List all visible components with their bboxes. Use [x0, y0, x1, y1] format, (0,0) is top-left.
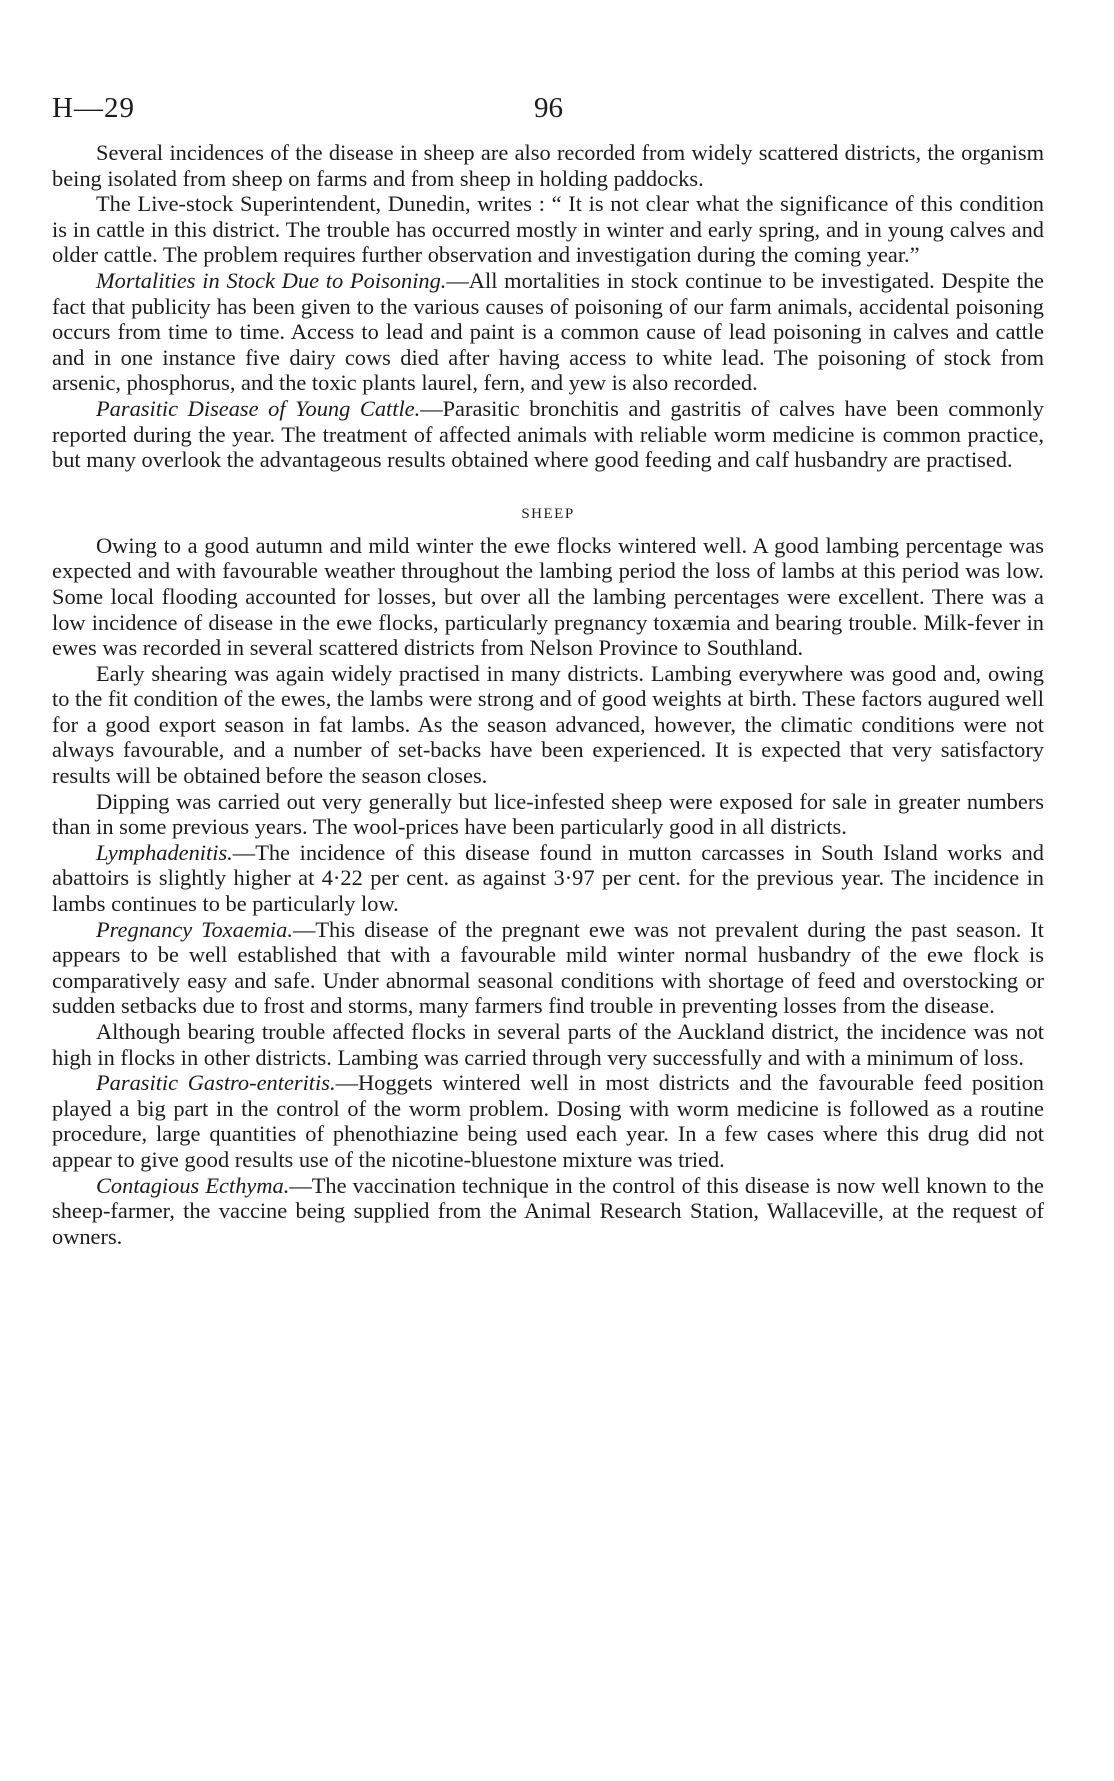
paragraph-lead: Pregnancy Toxaemia. [96, 916, 293, 942]
paragraph-text: Dipping was carried out very generally but lice-infested sheep were exposed for sale in greater numbers than in some previous years. The wool-prices have been particularly good in all districts. [52, 788, 1044, 840]
paragraph-lead: Mortalities in Stock Due to Poisoning. [96, 267, 447, 293]
paragraph [52, 533, 1044, 661]
paragraph-lead: Lymphadenitis. [96, 839, 233, 865]
paragraph-text: Early shearing was again widely practised in many districts. Lambing everywhere was good and, owing to the fit condition of the ewes, the lambs were strong and of good weights at birth. These factors augured well for a good export season in fat lambs. As the season advanced, however, the climatic conditions were not always favourable, and a number of set-backs have been experienced. It is expected that very satisfactory results will be obtained before the season closes. [52, 660, 1044, 789]
body-text [52, 140, 1044, 1249]
page-header [52, 92, 1044, 140]
section-heading: SHEEP [521, 505, 575, 522]
document-page [52, 92, 1044, 1249]
paragraph-text: —This disease of the pregnant ewe was not prevalent during the past season. It appears to be well established that with a favourable mild winter normal husbandry of the ewe flock is comparatively easy and safe. Under abnormal seasonal conditions with shortage of feed and overstocking or sudden setbacks due to frost and storms, many farmers find trouble in preventing losses from the disease. [52, 916, 1044, 1019]
paragraph [52, 917, 1044, 1019]
paragraph-lead: Parasitic Gastro-enteritis. [96, 1070, 336, 1096]
paragraph [52, 191, 1044, 268]
paragraph-text: —All mortalities in stock continue to be investigated. Despite the fact that publicity has been given to the various causes of poisoning of our farm animals, accidental poisoning occurs from time to time. Access to lead and paint is a common cause of lead poisoning in calves and cattle and in one instance five dairy cows died after having access to white lead. The poisoning of stock from arsenic, phosphorus, and the toxic plants laurel, fern, and yew is also recorded. [52, 267, 1044, 396]
paragraph-text: —Hoggets wintered well in most districts and the favourable feed position played a big part in the control of the worm problem. Dosing with worm medicine is followed as a routine procedure, large quantities of phenothiazine being used each year. In a few cases where this drug did not appear to give good results use of the nicotine-bluestone mixture was tried. [52, 1070, 1044, 1172]
paragraph-lead: Parasitic Disease of Young Cattle. [96, 395, 421, 421]
page-number: 96 [534, 92, 563, 124]
paragraph-text: Owing to a good autumn and mild winter the ewe flocks wintered well. A good lambing percentage was expected and with favourable weather throughout the lambing period the loss of lambs at this period was low. Some local flooding accounted for losses, but over all the lambing percentages were excellent. There was a low incidence of disease in the ewe flocks, particularly pregnancy toxæmia and bearing trouble. Milk-fever in ewes was recorded in several scattered districts from Nelson Province to Southland. [52, 532, 1044, 661]
paragraph [52, 1173, 1044, 1250]
paragraph-text: Several incidences of the disease in sheep are also recorded from widely scattered districts, the organism being isolated from sheep on farms and from sheep in holding paddocks. [52, 140, 1044, 191]
paragraph [52, 268, 1044, 396]
paragraph [52, 140, 1044, 191]
paragraph-text: —Parasitic bronchitis and gastritis of calves have been commonly reported during the year. The treatment of affected animals with reliable worm medicine is common practice, but many overlook the advantageous results obtained where good feeding and calf husbandry are practised. [52, 395, 1045, 473]
document-reference: H—29 [52, 92, 135, 124]
paragraph-text: —The vaccination technique in the control of this disease is now well known to the sheep-farmer, the vaccine being supplied from the Animal Research Station, Wallaceville, at the request of owners. [52, 1172, 1044, 1249]
paragraph-text: —The incidence of this disease found in mutton carcasses in South Island works and abattoirs is slightly higher at 4·22 per cent. as against 3·97 per cent. for the previous year. The incidence in lambs continues to be particularly low. [52, 839, 1044, 917]
paragraph-lead: Contagious Ecthyma. [96, 1172, 290, 1198]
paragraph [52, 840, 1044, 917]
paragraph-text: The Live-stock Superintendent, Dunedin, writes : “ It is not clear what the significance of this condition is in cattle in this district. The trouble has occurred mostly in winter and early spring, and in young calves and older cattle. The problem requires further observation and investigation during the coming year.” [52, 191, 1044, 268]
paragraph [52, 789, 1044, 840]
paragraph [52, 1070, 1044, 1172]
paragraph [52, 396, 1044, 473]
paragraph [52, 1019, 1044, 1070]
paragraph-text: Although bearing trouble affected flocks in several parts of the Auckland district, the incidence was not high in flocks in other districts. Lambing was carried through very successfully and with a minimum of loss. [52, 1019, 1044, 1070]
paragraph [52, 661, 1044, 789]
